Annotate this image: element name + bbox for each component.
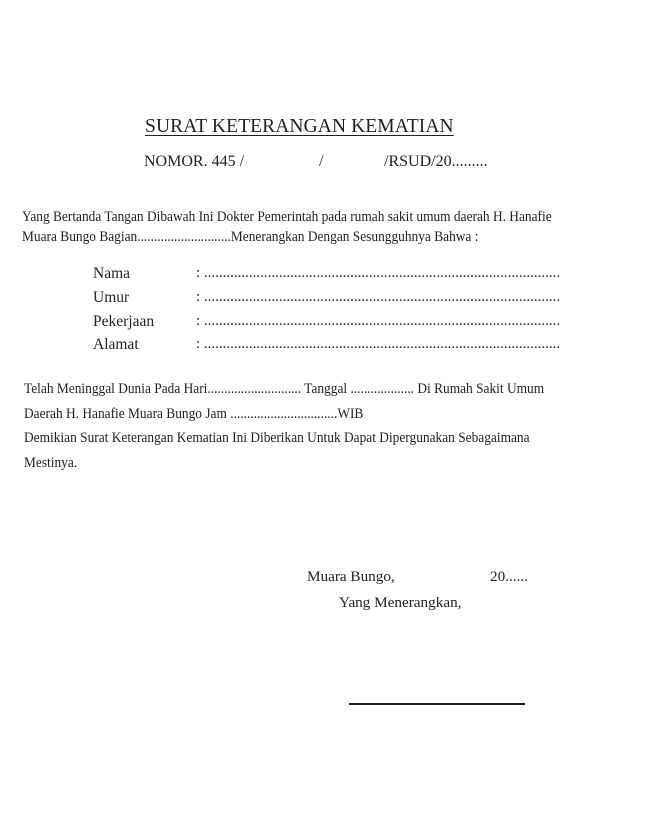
intro-paragraph <box>22 207 552 247</box>
signature-line <box>349 703 525 705</box>
nomor-suffix: /RSUD/20......... <box>384 153 488 170</box>
signer-label: Yang Menerangkan, <box>339 594 462 611</box>
body-line: Daerah H. Hanafie Muara Bungo Jam ................................WIB <box>24 405 364 422</box>
field-label-umur: Umur <box>93 289 130 306</box>
body-line: Demikian Surat Keterangan Kematian Ini Diberikan Untuk Dapat Dipergunakan Sebagaimana <box>24 430 530 446</box>
body-line: Mestinya. <box>24 454 78 471</box>
field-label-pekerjaan: Pekerjaan <box>93 313 155 330</box>
signature-place: Muara Bungo, <box>307 568 395 585</box>
intro-line: Yang Bertanda Tangan Dibawah Ini Dokter Pemerintah pada rumah sakit umum daerah H. Hanafie <box>22 209 552 225</box>
nomor-prefix: NOMOR. 445 / <box>144 153 245 170</box>
signature-year: 20...... <box>490 568 528 585</box>
field-label-nama: Nama <box>93 265 131 282</box>
field-label-alamat: Alamat <box>93 336 139 353</box>
document-title: SURAT KETERANGAN KEMATIAN <box>145 116 454 137</box>
field-value-nama: : ............................................................................................... <box>196 265 561 281</box>
body-paragraph <box>24 377 544 475</box>
body-line: Telah Meninggal Dunia Pada Hari............................ Tanggal ................... Di Rumah Sakit Umum <box>24 381 545 397</box>
field-value-pekerjaan: : ............................................................................................... <box>196 313 561 329</box>
nomor-slash: / <box>319 153 324 170</box>
field-value-umur: : ............................................................................................... <box>196 289 561 305</box>
field-value-alamat: : ............................................................................................... <box>196 336 561 352</box>
intro-line: Muara Bungo Bagian............................Menerangkan Dengan Sesungguhnya Bahwa : <box>22 229 479 245</box>
